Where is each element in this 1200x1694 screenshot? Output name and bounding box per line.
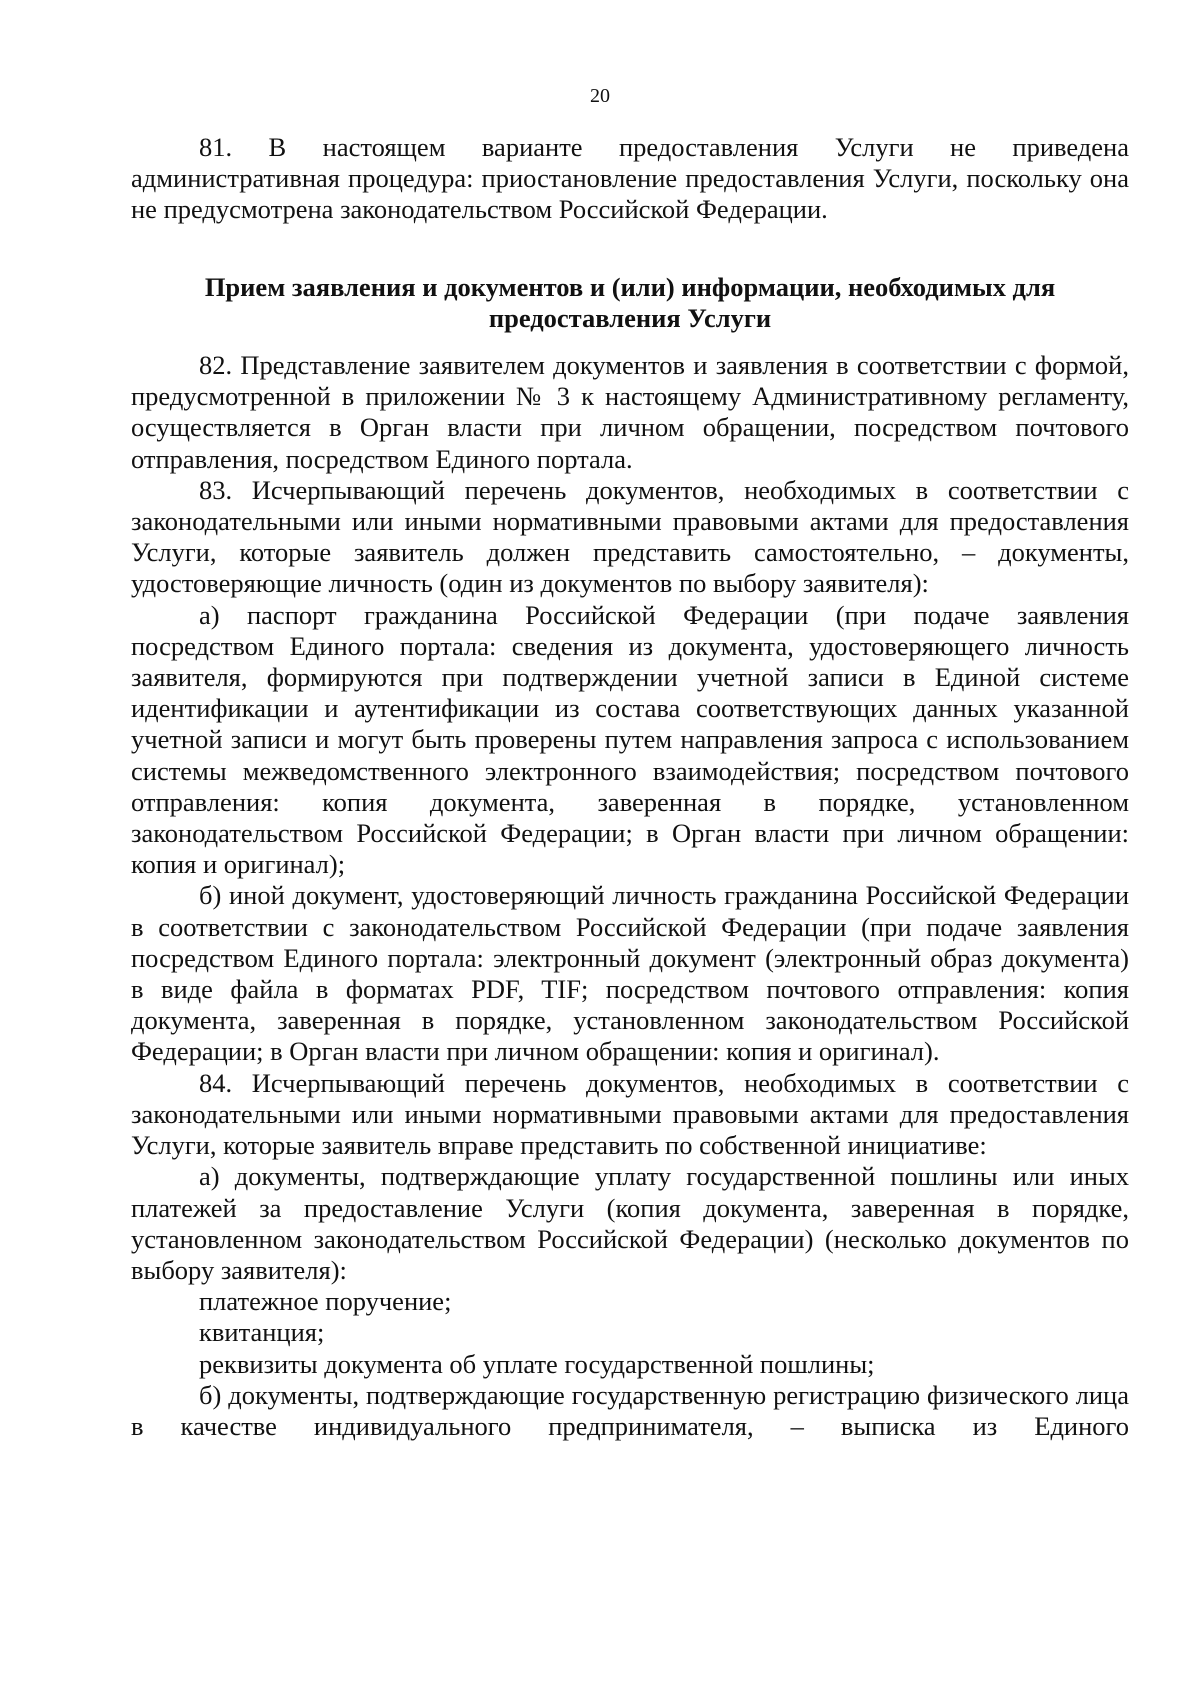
paragraph-81: 81. В настоящем варианте предоставления Услуги не приведена административная процедура: приостановление предоставления Услуги, поскольку она не предусмотрена законодательством Российской Федерации. — [131, 132, 1129, 225]
page-number: 20 — [590, 85, 610, 107]
section-heading: Прием заявления и документов и (или) информации, необходимых для предоставления Услуги — [204, 271, 1056, 333]
paragraph-84: 84. Исчерпывающий перечень документов, необходимых в соответствии с законодательными или иными нормативными правовыми актами для предоставления Услуги, которые заявитель вправе представить по собственной инициативе: — [131, 1067, 1129, 1161]
paragraph-83-b: б) иной документ, удостоверяющий личность гражданина Российской Федерации в соответствии с законодательством Российской Федерации (при подаче заявления посредством Единого портала: электронный документ (электронный образ документа) в виде файла в форматах PDF, TIF; посредством почтового отправления: копия документа, заверенная в порядке, установленном законодательством Российской Федерации; в Орган власти при личном обращении: копия и оригинал). — [131, 880, 1129, 1067]
list-item-payment-order: платежное поручение; — [199, 1286, 452, 1317]
paragraph-84-a: а) документы, подтверждающие уплату государственной пошлины или иных платежей за предоставление Услуги (копия документа, заверенная в порядке, установленном законодательством Российской Федерации) (несколько документов по выбору заявителя): — [131, 1161, 1129, 1285]
paragraph-84-b: б) документы, подтверждающие государственную регистрацию физического лица в качестве индивидуального предпринимателя, – выписка из Единого — [131, 1379, 1129, 1441]
list-item-receipt: квитанция; — [199, 1317, 325, 1348]
paragraph-83: 83. Исчерпывающий перечень документов, необходимых в соответствии с законодательными или иными нормативными правовыми актами для предоставления Услуги, которые заявитель должен представить самостоятельно, – документы, удостоверяющие личность (один из документов по выбору заявителя): — [131, 474, 1129, 599]
list-item-payment-details: реквизиты документа об уплате государственной пошлины; — [199, 1348, 875, 1379]
paragraph-82: 82. Представление заявителем документов и заявления в соответствии с формой, предусмотренной в приложении № 3 к настоящему Административному регламенту, осуществляется в Орган власти при личном обращении, посредством почтового отправления, посредством Единого портала. — [131, 350, 1129, 474]
paragraph-83-a: а) паспорт гражданина Российской Федерации (при подаче заявления посредством Единого портала: сведения из документа, удостоверяющего личность заявителя, формируются при подтверждении учетной записи в Единой системе идентификации и аутентификации из состава соответствующих данных указанной учетной записи и могут быть проверены путем направления запроса с использованием системы межведомственного электронного взаимодействия; посредством почтового отправления: копия документа, заверенная в порядке, установленном законодательством Российской Федерации; в Орган власти при личном обращении: копия и оригинал); — [131, 599, 1129, 880]
document-body — [131, 132, 1129, 1442]
